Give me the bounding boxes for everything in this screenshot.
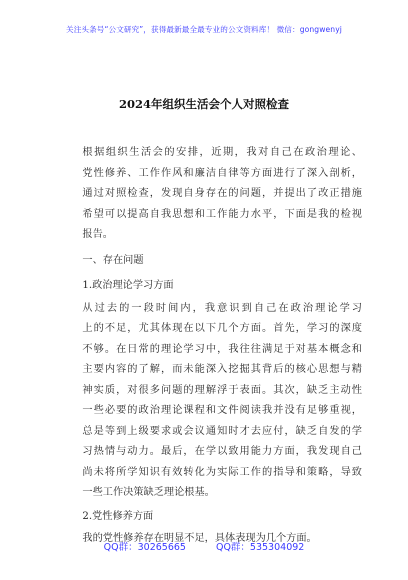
subsection-heading: 1.政治理论学习方面 bbox=[82, 280, 174, 291]
paragraph-line: 一些工作决策缺乏理论根基。 bbox=[82, 487, 215, 498]
paragraph-line: 从过去的一段时间内，我意识到自己在政治理论学习 bbox=[82, 302, 362, 314]
footer-qq-group-two: QQ群：535304092 bbox=[215, 542, 305, 553]
paragraph-line: 一些必要的政治理论课程和文件阅读我并没有足够重视， bbox=[82, 405, 362, 416]
document-body bbox=[62, 143, 362, 550]
intro-paragraph bbox=[62, 143, 362, 246]
subsection-heading: 2.党性修养方面 bbox=[82, 510, 154, 522]
intro-line: 通过对照检查，发现自身存在的问题，并提出了改正措施 bbox=[82, 188, 362, 199]
document-title: 2024年组织生活会个人对照检查 bbox=[118, 97, 289, 111]
paragraph-line: 不够。在日常的理论学习中，我往往满足于对基本概念和 bbox=[82, 343, 362, 355]
footer-contact bbox=[0, 539, 408, 553]
paragraph-line: 主要内容的了解，而未能深入挖掘其背后的核心思想与精 bbox=[82, 364, 362, 375]
paragraph-line: 总是等到上级要求或会议通知时才去应付，缺乏自发的学 bbox=[82, 425, 362, 437]
footer-qq-group-one: QQ群：30265665 bbox=[103, 542, 186, 553]
section-heading: 一、存在问题 bbox=[82, 254, 144, 266]
intro-line: 希望可以提高自我思想和工作能力水平，下面是我的检视 bbox=[82, 208, 362, 220]
paragraph-line: 尚未将所学知识有效转化为实际工作的指导和策略，导致 bbox=[82, 466, 362, 478]
intro-line: 党性修养、工作作风和廉洁自律等方面进行了深入剖析， bbox=[82, 167, 362, 179]
paragraph-line: 我的党性修养存在明显不足，具体表现为几个方面。 bbox=[82, 533, 317, 544]
intro-line: 根据组织生活会的安排，近期，我对自己在政治理论、 bbox=[82, 147, 362, 158]
political-theory-paragraph bbox=[62, 299, 362, 504]
paragraph-line: 习热情与动力。最后，在学以致用能力方面，我发现自己 bbox=[82, 446, 362, 457]
header-banner: 关注头条号“公文研究”，获得最新最全最专业的公文资料库！ 微信：gongwenyj bbox=[66, 25, 342, 34]
intro-line: 报告。 bbox=[82, 229, 113, 240]
paragraph-line: 上的不足，尤其体现在以下几个方面。首先，学习的深度 bbox=[82, 323, 362, 334]
paragraph-line: 神实质，对很多问题的理解浮于表面。其次，缺乏主动性 bbox=[82, 384, 362, 396]
